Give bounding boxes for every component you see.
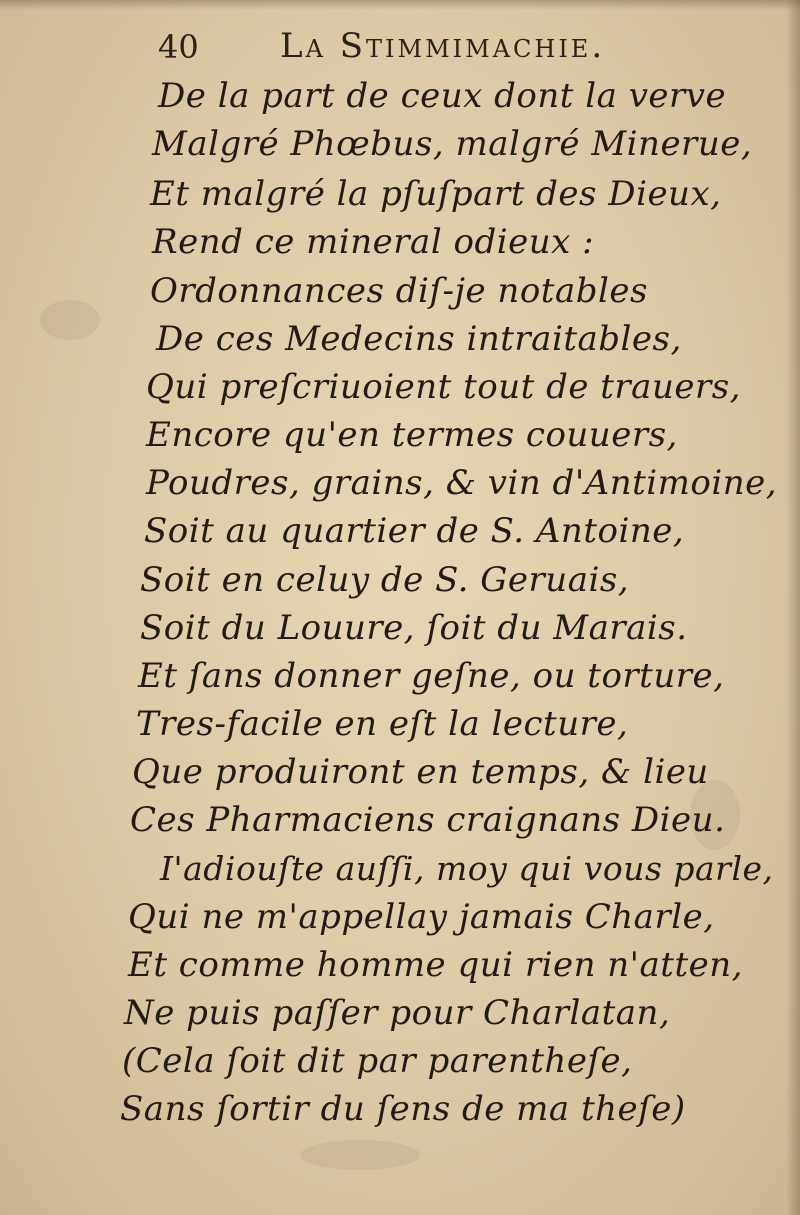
- verse-line: Encore qu'en termes couuers,: [146, 415, 678, 455]
- verse-line: Rend ce mineral odieux :: [152, 222, 595, 262]
- page-edge-shadow-right: [786, 0, 800, 1215]
- paper-stain: [40, 300, 100, 340]
- verse-line: Poudres, grains, & vin d'Antimoine,: [146, 463, 778, 503]
- verse-line: Ordonnances diſ-je notables: [150, 271, 648, 311]
- verse-line: Malgré Phœbus, malgré Minerue,: [152, 124, 753, 164]
- verse-line: I'adiouſte auſſi, moy qui vous parle,: [160, 849, 774, 888]
- running-title: La Stimmimachie.: [280, 26, 606, 66]
- page-edge-shadow-top: [0, 0, 800, 10]
- page-header: [150, 22, 690, 70]
- verse-line: Et comme homme qui rien n'atten,: [128, 945, 743, 985]
- verse-line: Soit au quartier de S. Antoine,: [144, 511, 685, 551]
- verse-line: (Cela ſoit dit par parentheſe,: [122, 1041, 633, 1081]
- verse-line: Et malgré la pſuſpart des Dieux,: [150, 174, 722, 214]
- verse-line: Qui preſcriuoient tout de trauers,: [146, 367, 741, 407]
- verse-line: Tres-facile en eſt la lecture,: [136, 704, 629, 744]
- verse-line: Qui ne m'appellay jamais Charle,: [128, 897, 715, 937]
- verse-line: Sans ſortir du ſens de ma theſe): [120, 1089, 686, 1129]
- verse-line: Ces Pharmaciens craignans Dieu.: [130, 800, 726, 840]
- verse-line: De la part de ceux dont la verve: [158, 76, 727, 116]
- page-number: 40: [158, 28, 199, 66]
- verse-line: Soit du Louure, ſoit du Marais.: [140, 608, 688, 648]
- paper-stain: [300, 1140, 420, 1170]
- verse-line: Ne puis paſſer pour Charlatan,: [124, 993, 671, 1033]
- verse-line: De ces Medecins intraitables,: [156, 319, 682, 359]
- verse-line: Que produiront en temps, & lieu: [132, 752, 709, 792]
- verse-line: Soit en celuy de S. Geruais,: [140, 560, 630, 600]
- verse-line: Et ſans donner geſne, ou torture,: [138, 656, 725, 696]
